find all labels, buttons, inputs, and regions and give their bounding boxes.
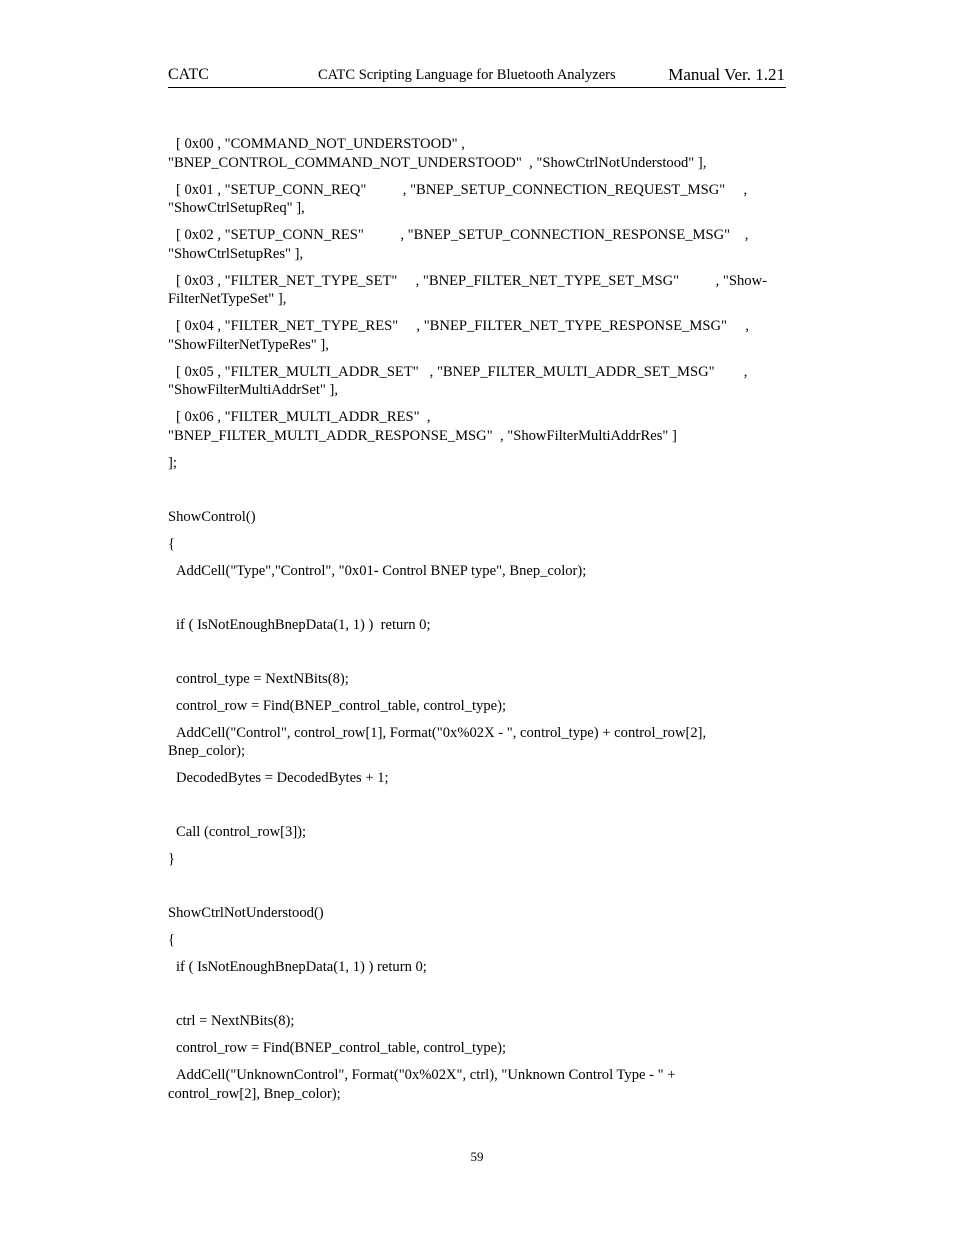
code-listing [168,135,788,1112]
code-line: control_row = Find(BNEP_control_table, control_type); [176,697,507,714]
blank-line [168,985,788,1004]
table-entry-line: [ 0x00 , "COMMAND_NOT_UNDERSTOOD" , [176,136,465,152]
code-line: Call (control_row[3]); [176,824,307,840]
code-line-wrapped [168,1066,788,1103]
blank-line [168,589,788,608]
blank-line [168,481,788,500]
table-entry-line: [ 0x02 , "SETUP_CONN_RES" , "BNEP_SETUP_CONNECTION_RESPONSE_MSG" , [176,227,749,243]
table-entry-line: [ 0x06 , "FILTER_MULTI_ADDR_RES" , [176,409,431,425]
header-company: CATC [168,66,209,83]
table-entry-line: [ 0x03 , "FILTER_NET_TYPE_SET" , "BNEP_FILTER_NET_TYPE_SET_MSG" , "Show- [176,272,767,289]
code-line: if ( IsNotEnoughBnepData(1, 1) ) return 0; [176,959,427,975]
code-line: control_type = NextNBits(8); [176,670,349,687]
table-entry-line: "ShowCtrlSetupReq" ], [168,200,305,216]
code-line: Bnep_color); [168,743,246,759]
code-line-wrapped [168,724,788,761]
table-entry-line: "ShowFilterMultiAddrSet" ], [168,382,339,398]
table-entry-line: "BNEP_CONTROL_COMMAND_NOT_UNDERSTOOD" , "ShowCtrlNotUnderstood" ], [168,154,707,171]
code-line: AddCell("Control", control_row[1], Format("0x%02X - ", control_type) + control_row[2], [176,724,707,741]
table-entry-line: "ShowCtrlSetupRes" ], [168,245,304,262]
header-document-title: CATC Scripting Language for Bluetooth Analyzers [318,67,616,83]
blank-line [168,643,788,662]
function-signature-show-control: ShowControl() [168,508,256,525]
table-entry-0x01 [168,181,788,218]
page-number: 59 [470,1149,484,1164]
code-line: if ( IsNotEnoughBnepData(1, 1) ) return 0; [176,616,431,633]
table-entry-0x06 [168,408,788,445]
blank-line [168,796,788,815]
table-entry-line: "ShowFilterNetTypeRes" ], [168,336,329,353]
code-line: control_row = Find(BNEP_control_table, control_type); [176,1040,507,1056]
table-entry-0x03 [168,272,788,309]
table-entry-0x04 [168,317,788,354]
table-entry-line: "BNEP_FILTER_MULTI_ADDR_RESPONSE_MSG" , "ShowFilterMultiAddrRes" ] [168,427,677,444]
page-header [168,64,786,88]
table-entry-line: [ 0x05 , "FILTER_MULTI_ADDR_SET" , "BNEP_FILTER_MULTI_ADDR_SET_MSG" , [176,363,748,380]
open-brace: { [168,932,176,948]
code-line: control_row[2], Bnep_color); [168,1085,341,1102]
table-entry-line: FilterNetTypeSet" ], [168,291,287,307]
open-brace: { [168,535,176,552]
code-line: DecodedBytes = DecodedBytes + 1; [176,770,389,786]
table-entry-0x05 [168,363,788,400]
header-manual-version: Manual Ver. 1.21 [668,65,785,84]
close-brace: } [168,851,176,867]
blank-line [168,877,788,896]
code-line: AddCell("UnknownControl", Format("0x%02X", ctrl), "Unknown Control Type - " + [176,1067,676,1083]
table-close: ]; [168,454,177,471]
table-entry-line: [ 0x04 , "FILTER_NET_TYPE_RES" , "BNEP_FILTER_NET_TYPE_RESPONSE_MSG" , [176,318,749,334]
function-signature-show-ctrl-not-understood: ShowCtrlNotUnderstood() [168,905,324,921]
table-entry-line: [ 0x01 , "SETUP_CONN_REQ" , "BNEP_SETUP_CONNECTION_REQUEST_MSG" , [176,181,748,198]
table-entry-0x00 [168,135,788,172]
code-line: AddCell("Type","Control", "0x01- Control BNEP type", Bnep_color); [176,562,587,579]
table-entry-0x02 [168,226,788,263]
code-line: ctrl = NextNBits(8); [176,1013,295,1029]
